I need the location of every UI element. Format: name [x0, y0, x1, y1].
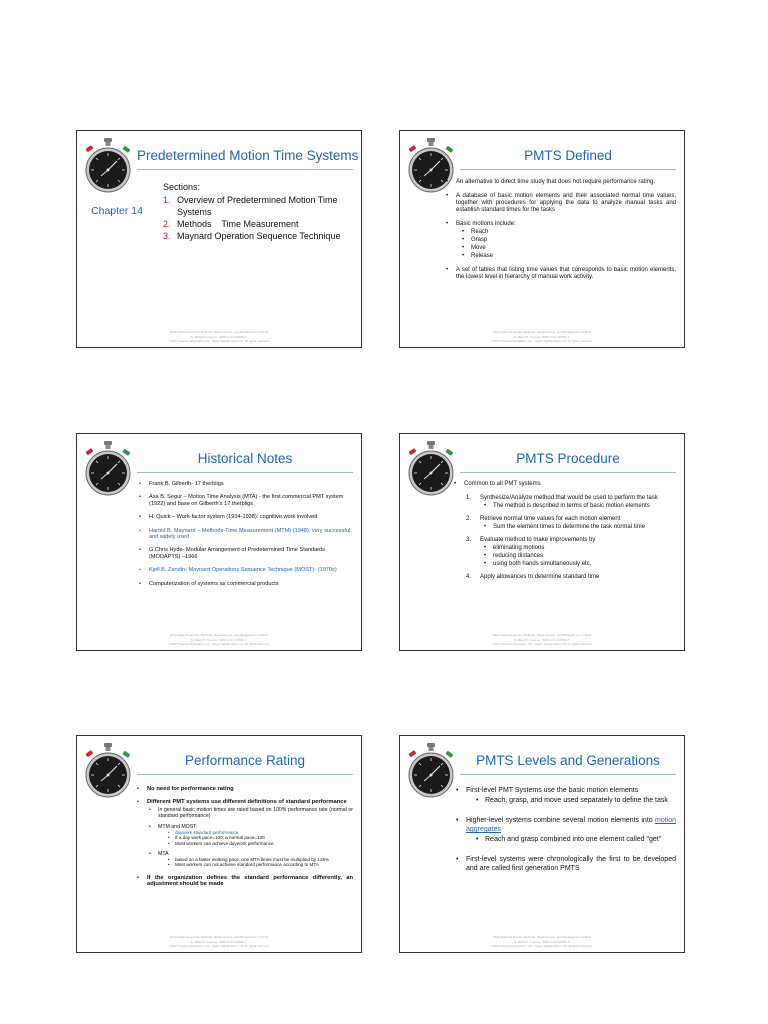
step-text: Evaluate method to make improvements by — [480, 537, 596, 543]
slide-body — [139, 481, 353, 594]
section-text: Methods Time Measurement — [177, 219, 299, 229]
stopwatch-icon — [83, 742, 133, 798]
step-number: 1. — [466, 495, 472, 501]
history-item: • Frank B. Gilberth- 17 therbligs — [139, 481, 353, 487]
bullet-item — [446, 221, 676, 260]
bullet-item: • Common to all PMT systems — [454, 481, 676, 488]
slide-1 — [76, 130, 362, 348]
title-divider — [137, 472, 353, 473]
history-item: • Asa B. Segur – Motion Time Analysis (MTA) - the first commercial PMT system (1922) and base on Gilberth’s 17 therbligs — [139, 494, 353, 507]
section-number: 1. — [163, 195, 171, 205]
sub-bullet: • using both hands simultaneously etc. — [484, 561, 676, 568]
sections-heading: Sections: — [163, 182, 201, 192]
slide-body — [446, 179, 676, 288]
detail-item: • daywork standard performance — [168, 830, 353, 835]
slide-footer: Work Systems and the Methods, Measurement, and Management of Work by Mikell P. Groover, ISBN 0-13-140650-7. ©2007 Pearson Education, Inc., Upper Saddle River, NJ. All rights reserved. — [491, 330, 593, 343]
sections-list — [163, 194, 353, 242]
slide-3 — [76, 433, 362, 651]
section-number: 3. — [163, 231, 171, 241]
section-text: Overview of Predetermined Motion Time Systems — [177, 195, 341, 217]
slide-6 — [399, 735, 685, 953]
stopwatch-icon — [83, 137, 133, 193]
slide-footer: Work Systems and the Methods, Measurement, and Management of Work by Mikell P. Groover, ISBN 0-13-140650-7. ©2007 Pearson Education, Inc., Upper Saddle River, NJ. All rights reserved. — [491, 935, 593, 948]
stopwatch-icon — [83, 440, 133, 496]
section-text: Maynard Operation Sequence Technique — [177, 231, 341, 241]
step-text: Synthesize/Analyze method that would be used to perform the task — [480, 495, 658, 501]
bullet-item — [456, 786, 676, 805]
section-item — [163, 194, 353, 218]
slide-footer: Work Systems and the Methods, Measurement, and Management of Work by Mikell P. Groover, ISBN 0-13-140650-7. ©2007 Pearson Education, Inc., Upper Saddle River, NJ. All rights reserved. — [491, 633, 593, 646]
bullet-text: First-level PMT Systems use the basic motion elements — [466, 787, 639, 794]
history-item: • Kjell B. Zandin- Maynard Operations Sequence Technique (MOST)- (1970s) — [139, 567, 353, 573]
slide-2 — [399, 130, 685, 348]
step-text: Retrieve normal time values for each motion element — [480, 516, 621, 522]
detail-item: • based on a faster working pace, one MTA times must be multiplied by 125% — [168, 857, 353, 862]
step-item — [466, 574, 676, 581]
step-item — [466, 516, 676, 531]
bullet-item — [137, 799, 353, 867]
sub-bullet: • Sum the element times to determine the task normal time — [484, 524, 676, 531]
step-number: 4. — [466, 574, 472, 580]
bullet-item: • A set of tables that listing time values that corresponds to basic motion elements, the lowest level in hierarchy of manual work activity. — [446, 267, 676, 281]
sub-bullet: • reducing distances — [484, 553, 676, 560]
sub-bullet: • In general basic motion times are rated based on 100% performance rate (normal or standard performance) — [149, 807, 353, 819]
step-item — [466, 495, 676, 510]
bullet-text: Higher-level systems combine several motion elements into — [466, 817, 655, 824]
slide-title: PMTS Procedure — [516, 451, 620, 466]
history-item: • H. Quick – Work-factor system (1934-1938): cognitive work involved — [139, 514, 353, 520]
sub-bullet: • Grasp — [462, 237, 676, 244]
sub-bullet: • Reach — [462, 229, 676, 236]
sub-bullet — [149, 851, 353, 868]
history-item: • Computerization of systems as commercial products — [139, 581, 353, 587]
sub-bullet: • The method is described in terms of basic motion elements — [484, 503, 676, 510]
motion-aggregates-link[interactable]: motion aggregates — [466, 817, 676, 833]
slide-title: Performance Rating — [184, 753, 306, 768]
sub-bullet: • Reach and grasp combined into one element called "get" — [476, 835, 676, 844]
slide-title: Predetermined Motion Time Systems — [137, 148, 359, 163]
slide-title: PMTS Defined — [524, 148, 612, 163]
stopwatch-icon — [406, 742, 456, 798]
detail-item: • Most workers can not achieve standard performance according to MTA — [168, 862, 353, 867]
title-divider — [460, 472, 676, 473]
step-item — [466, 537, 676, 568]
section-number: 2. — [163, 219, 171, 229]
history-item: • Harold B. Maynard – Methods-Time Measurement (MTM) (1948): very successful and widely used — [139, 528, 353, 541]
slide-body — [454, 481, 676, 587]
sub-bullet-text: MTM and MOST: — [158, 823, 198, 830]
chapter-label: Chapter 14 — [91, 205, 143, 217]
slide-footer: Work Systems and the Methods, Measurement, and Management of Work by Mikell P. Groover, ISBN 0-13-140650-7. ©2007 Pearson Education, Inc., Upper Saddle River, NJ. All rights reserved. — [168, 935, 270, 948]
slide-4 — [399, 433, 685, 651]
slide-body — [137, 786, 353, 895]
bullet-item: • A database of basic motion elements and their associated normal time values, together with procedures for applying the data to analyze manual tasks and establish standard times for the tasks — [446, 193, 676, 214]
slide-footer: Work Systems and the Methods, Measurement, and Management of Work by Mikell P. Groover, ISBN 0-13-140650-7. ©2007 Pearson Education, Inc., Upper Saddle River, NJ. All rights reserved. — [168, 633, 270, 646]
slide-title: Historical Notes — [197, 451, 293, 466]
history-item: • G.Chris Hyde- Modular Arrangement of Predetermined Time Standards (MODAPTS) –1966 — [139, 547, 353, 560]
bullet-item: • No need for performance rating — [137, 786, 353, 792]
slide-body — [456, 786, 676, 880]
title-divider — [460, 774, 676, 775]
sub-bullet — [149, 824, 353, 846]
section-item — [163, 230, 353, 242]
sub-bullet-text: MTA — [158, 851, 169, 858]
sub-bullet: • eliminating motions — [484, 545, 676, 552]
step-number: 3. — [466, 537, 472, 543]
bullet-item: • If the organization defines the standard performance differently, an adjustment should be made — [137, 875, 353, 888]
sub-bullet: • Move — [462, 245, 676, 252]
slide-5 — [76, 735, 362, 953]
bullet-item — [456, 816, 676, 844]
step-number: 2. — [466, 516, 472, 522]
bullet-text: Basic motions include: — [456, 221, 516, 227]
section-item — [163, 218, 353, 230]
detail-item: • If a day work pace=100, a normal pace=130 — [168, 835, 353, 840]
bullet-item: • First-level systems were chronologically the first to be developed and are called first generation PMTS — [456, 855, 676, 873]
stopwatch-icon — [406, 440, 456, 496]
sub-bullet: • Reach, grasp, and move used separately to define the task — [476, 796, 676, 805]
title-divider — [460, 169, 676, 170]
bullet-text: Different PMT systems use different definitions of standard performance — [147, 799, 347, 806]
sub-bullet: • Release — [462, 253, 676, 260]
title-divider — [137, 169, 353, 170]
detail-item: • Most workers can achieve daywork performance — [168, 841, 353, 846]
title-divider — [137, 774, 353, 775]
slide-title: PMTS Levels and Generations — [476, 753, 660, 768]
slide-footer: Work Systems and the Methods, Measurement, and Management of Work by Mikell P. Groover, ISBN 0-13-140650-7. ©2007 Pearson Education, Inc., Upper Saddle River, NJ. All rights reserved. — [168, 330, 270, 343]
step-text: Apply allowances to determine standard time — [480, 574, 600, 580]
bullet-item: • An alternative to direct time study that does not require performance rating. — [446, 179, 676, 186]
